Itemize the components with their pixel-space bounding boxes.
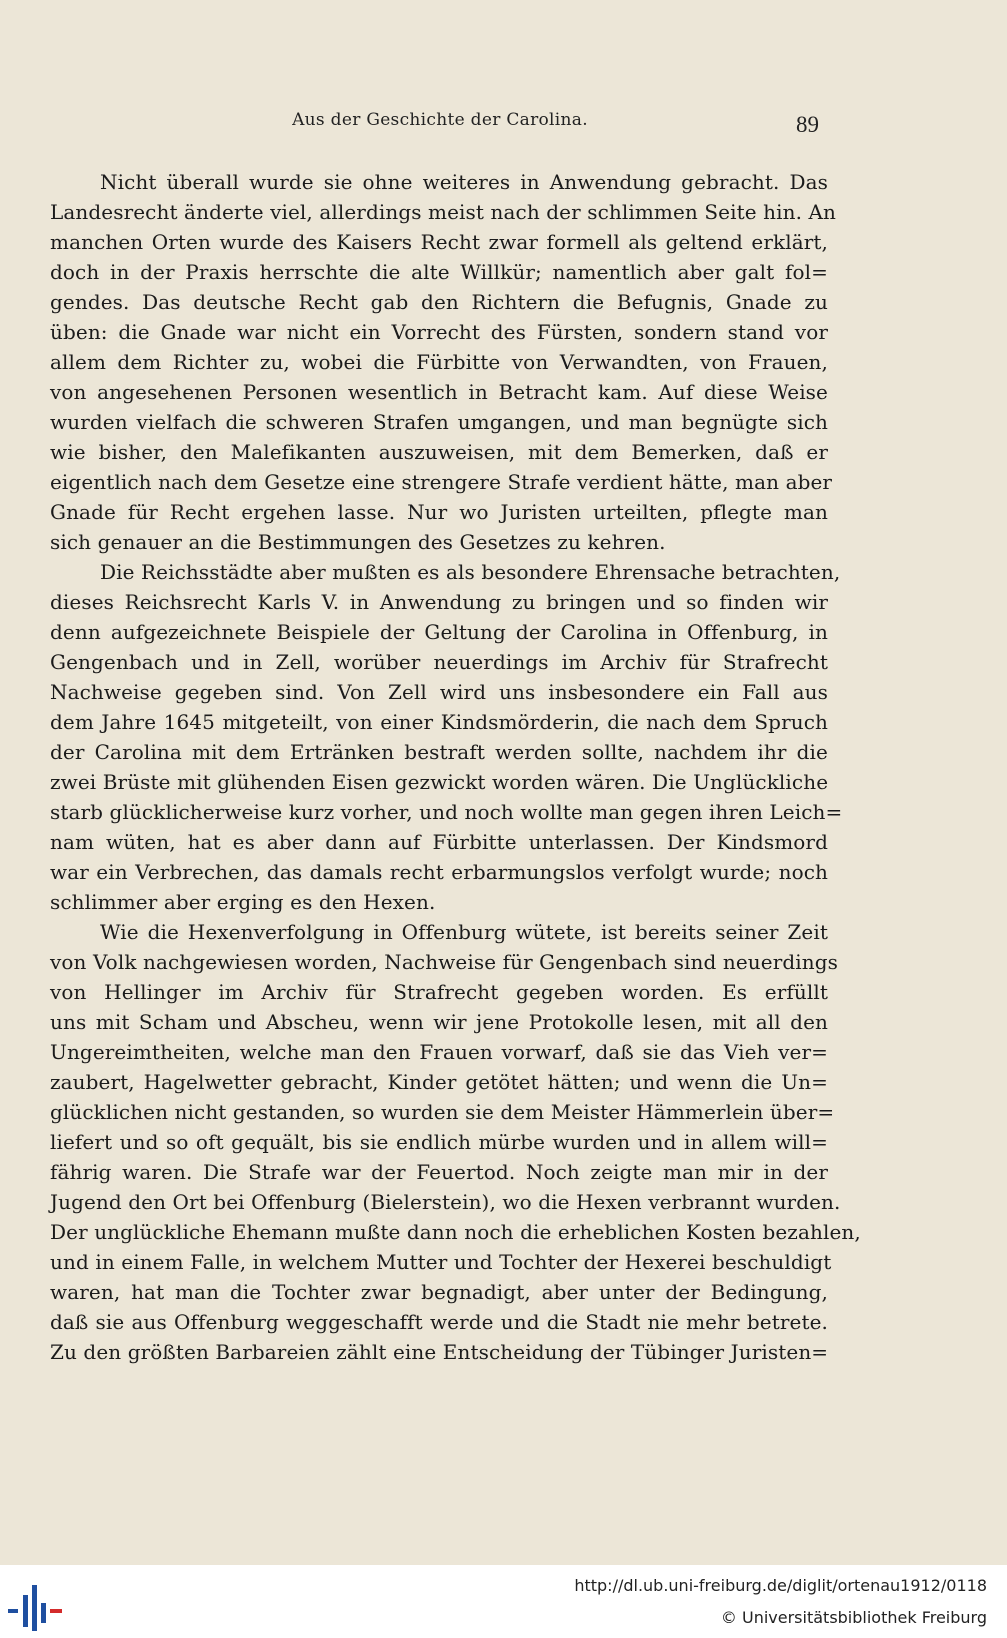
text-line: Nachweise gegeben sind. Von Zell wird uns insbesondere ein Fall aus bbox=[50, 680, 828, 704]
text-line: waren, hat man die Tochter zwar begnadigt, aber unter der Bedingung, bbox=[50, 1280, 828, 1304]
text-line: Nicht überall wurde sie ohne weiteres in Anwendung gebracht. Das bbox=[100, 170, 828, 194]
text-line: von Hellinger im Archiv für Strafrecht gegeben worden. Es erfüllt bbox=[50, 980, 828, 1004]
text-line: liefert und so oft gequält, bis sie endlich mürbe wurden und in allem will= bbox=[50, 1130, 828, 1154]
text-line: allem dem Richter zu, wobei die Fürbitte von Verwandten, von Frauen, bbox=[50, 350, 828, 374]
text-line: eigentlich nach dem Gesetze eine strengere Strafe verdient hätte, man aber bbox=[50, 470, 833, 494]
text-line: uns mit Scham und Abscheu, wenn wir jene Protokolle lesen, mit all den bbox=[50, 1010, 828, 1034]
text-line: der Carolina mit dem Ertränken bestraft werden sollte, nachdem ihr die bbox=[50, 740, 828, 764]
text-line: glücklichen nicht gestanden, so wurden sie dem Meister Hämmerlein über= bbox=[50, 1100, 835, 1124]
text-line: Die Reichsstädte aber mußten es als besondere Ehrensache betrachten, bbox=[100, 560, 841, 584]
text-line: wurden vielfach die schweren Strafen umgangen, und man begnügte sich bbox=[50, 410, 828, 434]
text-line: von angesehenen Personen wesentlich in Betracht kam. Auf diese Weise bbox=[50, 380, 828, 404]
text-line: wie bisher, den Malefikanten auszuweisen, mit dem Bemerken, daß er bbox=[50, 440, 828, 464]
body-text bbox=[50, 167, 861, 1367]
text-line: Ungereimtheiten, welche man den Frauen vorwarf, daß sie das Vieh ver= bbox=[50, 1040, 828, 1064]
viewer-footer bbox=[0, 1565, 1007, 1638]
text-line: Zu den größten Barbareien zählt eine Entscheidung der Tübinger Juristen= bbox=[50, 1340, 829, 1364]
page-number: 89 bbox=[796, 112, 819, 137]
text-line: von Volk nachgewiesen worden, Nachweise für Gengenbach sind neuerdings bbox=[50, 950, 839, 974]
text-line: daß sie aus Offenburg weggeschafft werde und die Stadt nie mehr betrete. bbox=[50, 1310, 828, 1334]
copyright-notice: © Universitätsbibliothek Freiburg bbox=[720, 1608, 987, 1627]
text-line: Landesrecht änderte viel, allerdings meist nach der schlimmen Seite hin. An bbox=[50, 200, 837, 224]
text-line: Der unglückliche Ehemann mußte dann noch die erheblichen Kosten bezahlen, bbox=[50, 1220, 861, 1244]
text-line: doch in der Praxis herrschte die alte Willkür; namentlich aber galt fol= bbox=[50, 260, 828, 284]
text-line: gendes. Das deutsche Recht gab den Richtern die Befugnis, Gnade zu bbox=[50, 290, 828, 314]
text-line: nam wüten, hat es aber dann auf Fürbitte unterlassen. Der Kindsmord bbox=[50, 830, 828, 854]
text-line: zwei Brüste mit glühenden Eisen gezwickt worden wären. Die Unglückliche bbox=[50, 770, 829, 794]
text-line: war ein Verbrechen, das damals recht erbarmungslos verfolgt wurde; noch bbox=[50, 860, 828, 884]
text-line: dem Jahre 1645 mitgeteilt, von einer Kindsmörderin, die nach dem Spruch bbox=[50, 710, 828, 734]
text-line: fährig waren. Die Strafe war der Feuertod. Noch zeigte man mir in der bbox=[50, 1160, 828, 1184]
text-line: schlimmer aber erging es den Hexen. bbox=[50, 890, 436, 914]
text-line: und in einem Falle, in welchem Mutter und Tochter der Hexerei beschuldigt bbox=[50, 1250, 832, 1274]
text-line: sich genauer an die Bestimmungen des Gesetzes zu kehren. bbox=[50, 530, 666, 554]
text-line: Wie die Hexenverfolgung in Offenburg wütete, ist bereits seiner Zeit bbox=[100, 920, 828, 944]
text-line: Gengenbach und in Zell, worüber neuerdings im Archiv für Strafrecht bbox=[50, 650, 828, 674]
library-logo-icon bbox=[6, 1579, 66, 1633]
text-line: üben: die Gnade war nicht ein Vorrecht des Fürsten, sondern stand vor bbox=[50, 320, 828, 344]
text-line: zaubert, Hagelwetter gebracht, Kinder getötet hätten; und wenn die Un= bbox=[50, 1070, 828, 1094]
running-head: Aus der Geschichte der Carolina. bbox=[292, 110, 588, 130]
text-line: Jugend den Ort bei Offenburg (Bielerstein), wo die Hexen verbrannt wurden. bbox=[50, 1190, 841, 1214]
text-line: starb glücklicherweise kurz vorher, und noch wollte man gegen ihren Leich= bbox=[50, 800, 843, 824]
text-line: Gnade für Recht ergehen lasse. Nur wo Juristen urteilten, pflegte man bbox=[50, 500, 828, 524]
text-line: denn aufgezeichnete Beispiele der Geltung der Carolina in Offenburg, in bbox=[50, 620, 828, 644]
text-line: manchen Orten wurde des Kaisers Recht zwar formell als geltend erklärt, bbox=[50, 230, 828, 254]
text-line: dieses Reichsrecht Karls V. in Anwendung zu bringen und so finden wir bbox=[50, 590, 828, 614]
source-url-link[interactable]: http://dl.ub.uni-freiburg.de/diglit/ortenau1912/0118 bbox=[574, 1576, 987, 1595]
